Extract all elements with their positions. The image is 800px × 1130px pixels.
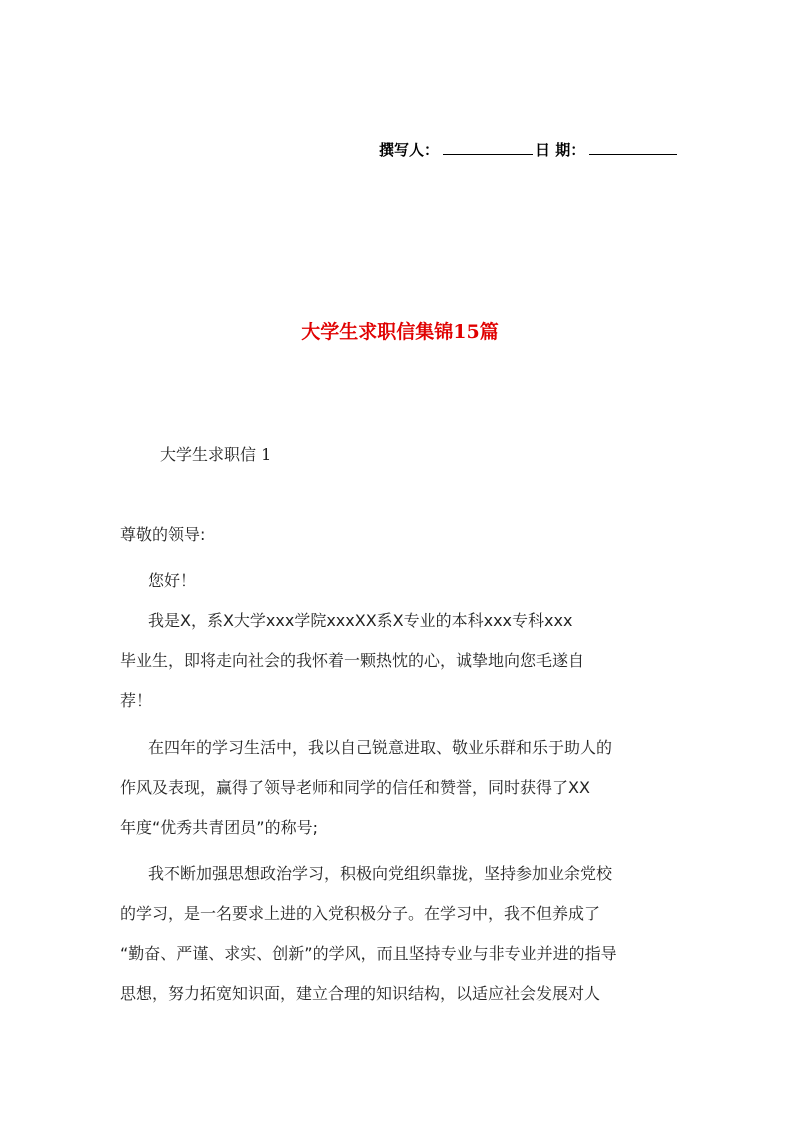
paragraph-line: 作风及表现，赢得了领导老师和同学的信任和赞誉，同时获得了XX bbox=[120, 778, 590, 797]
greeting-text: 您好！ bbox=[148, 571, 197, 590]
author-blank-line bbox=[443, 140, 533, 155]
paragraph-line: 我不断加强思想政治学习，积极向党组织靠拢，坚持参加业余党校 bbox=[148, 864, 613, 883]
paragraph-line: 年度“优秀共青团员”的称号; bbox=[120, 818, 318, 837]
section-heading bbox=[160, 442, 271, 465]
paragraph-line: 在四年的学习生活中，我以自己锐意进取、敬业乐群和乐于助人的 bbox=[148, 738, 613, 757]
section-heading-text: 大学生求职信 bbox=[160, 445, 257, 464]
document-header bbox=[379, 139, 679, 160]
paragraph-line: 毕业生，即将走向社会的我怀着一颗热忱的心，诚挚地向您毛遂自 bbox=[120, 651, 585, 670]
paragraph-line: 我是X，系X大学xxx学院xxxXX系X专业的本科xxx专科xxx bbox=[148, 611, 573, 630]
author-label: 撰写人： bbox=[379, 141, 440, 159]
section-heading-number: 1 bbox=[261, 445, 272, 464]
date-label: 日 期： bbox=[535, 141, 586, 159]
paragraph-line: “勤奋、严谨、求实、创新”的学风，而且坚持专业与非专业并进的指导 bbox=[120, 944, 617, 963]
document-title: 大学生求职信集锦15篇 bbox=[301, 321, 499, 343]
salutation: 尊敬的领导: bbox=[120, 525, 206, 544]
paragraph-2 bbox=[120, 730, 680, 850]
greeting-paragraph bbox=[120, 563, 680, 599]
paragraph-line: 荐！ bbox=[120, 691, 153, 710]
paragraph-1 bbox=[120, 603, 680, 723]
paragraph-line: 思想，努力拓宽知识面，建立合理的知识结构，以适应社会发展对人 bbox=[120, 984, 601, 1003]
paragraph-3 bbox=[120, 856, 680, 1016]
date-blank-line bbox=[589, 140, 677, 155]
paragraph-line: 的学习，是一名要求上进的入党积极分子。在学习中，我不但养成了 bbox=[120, 904, 601, 923]
